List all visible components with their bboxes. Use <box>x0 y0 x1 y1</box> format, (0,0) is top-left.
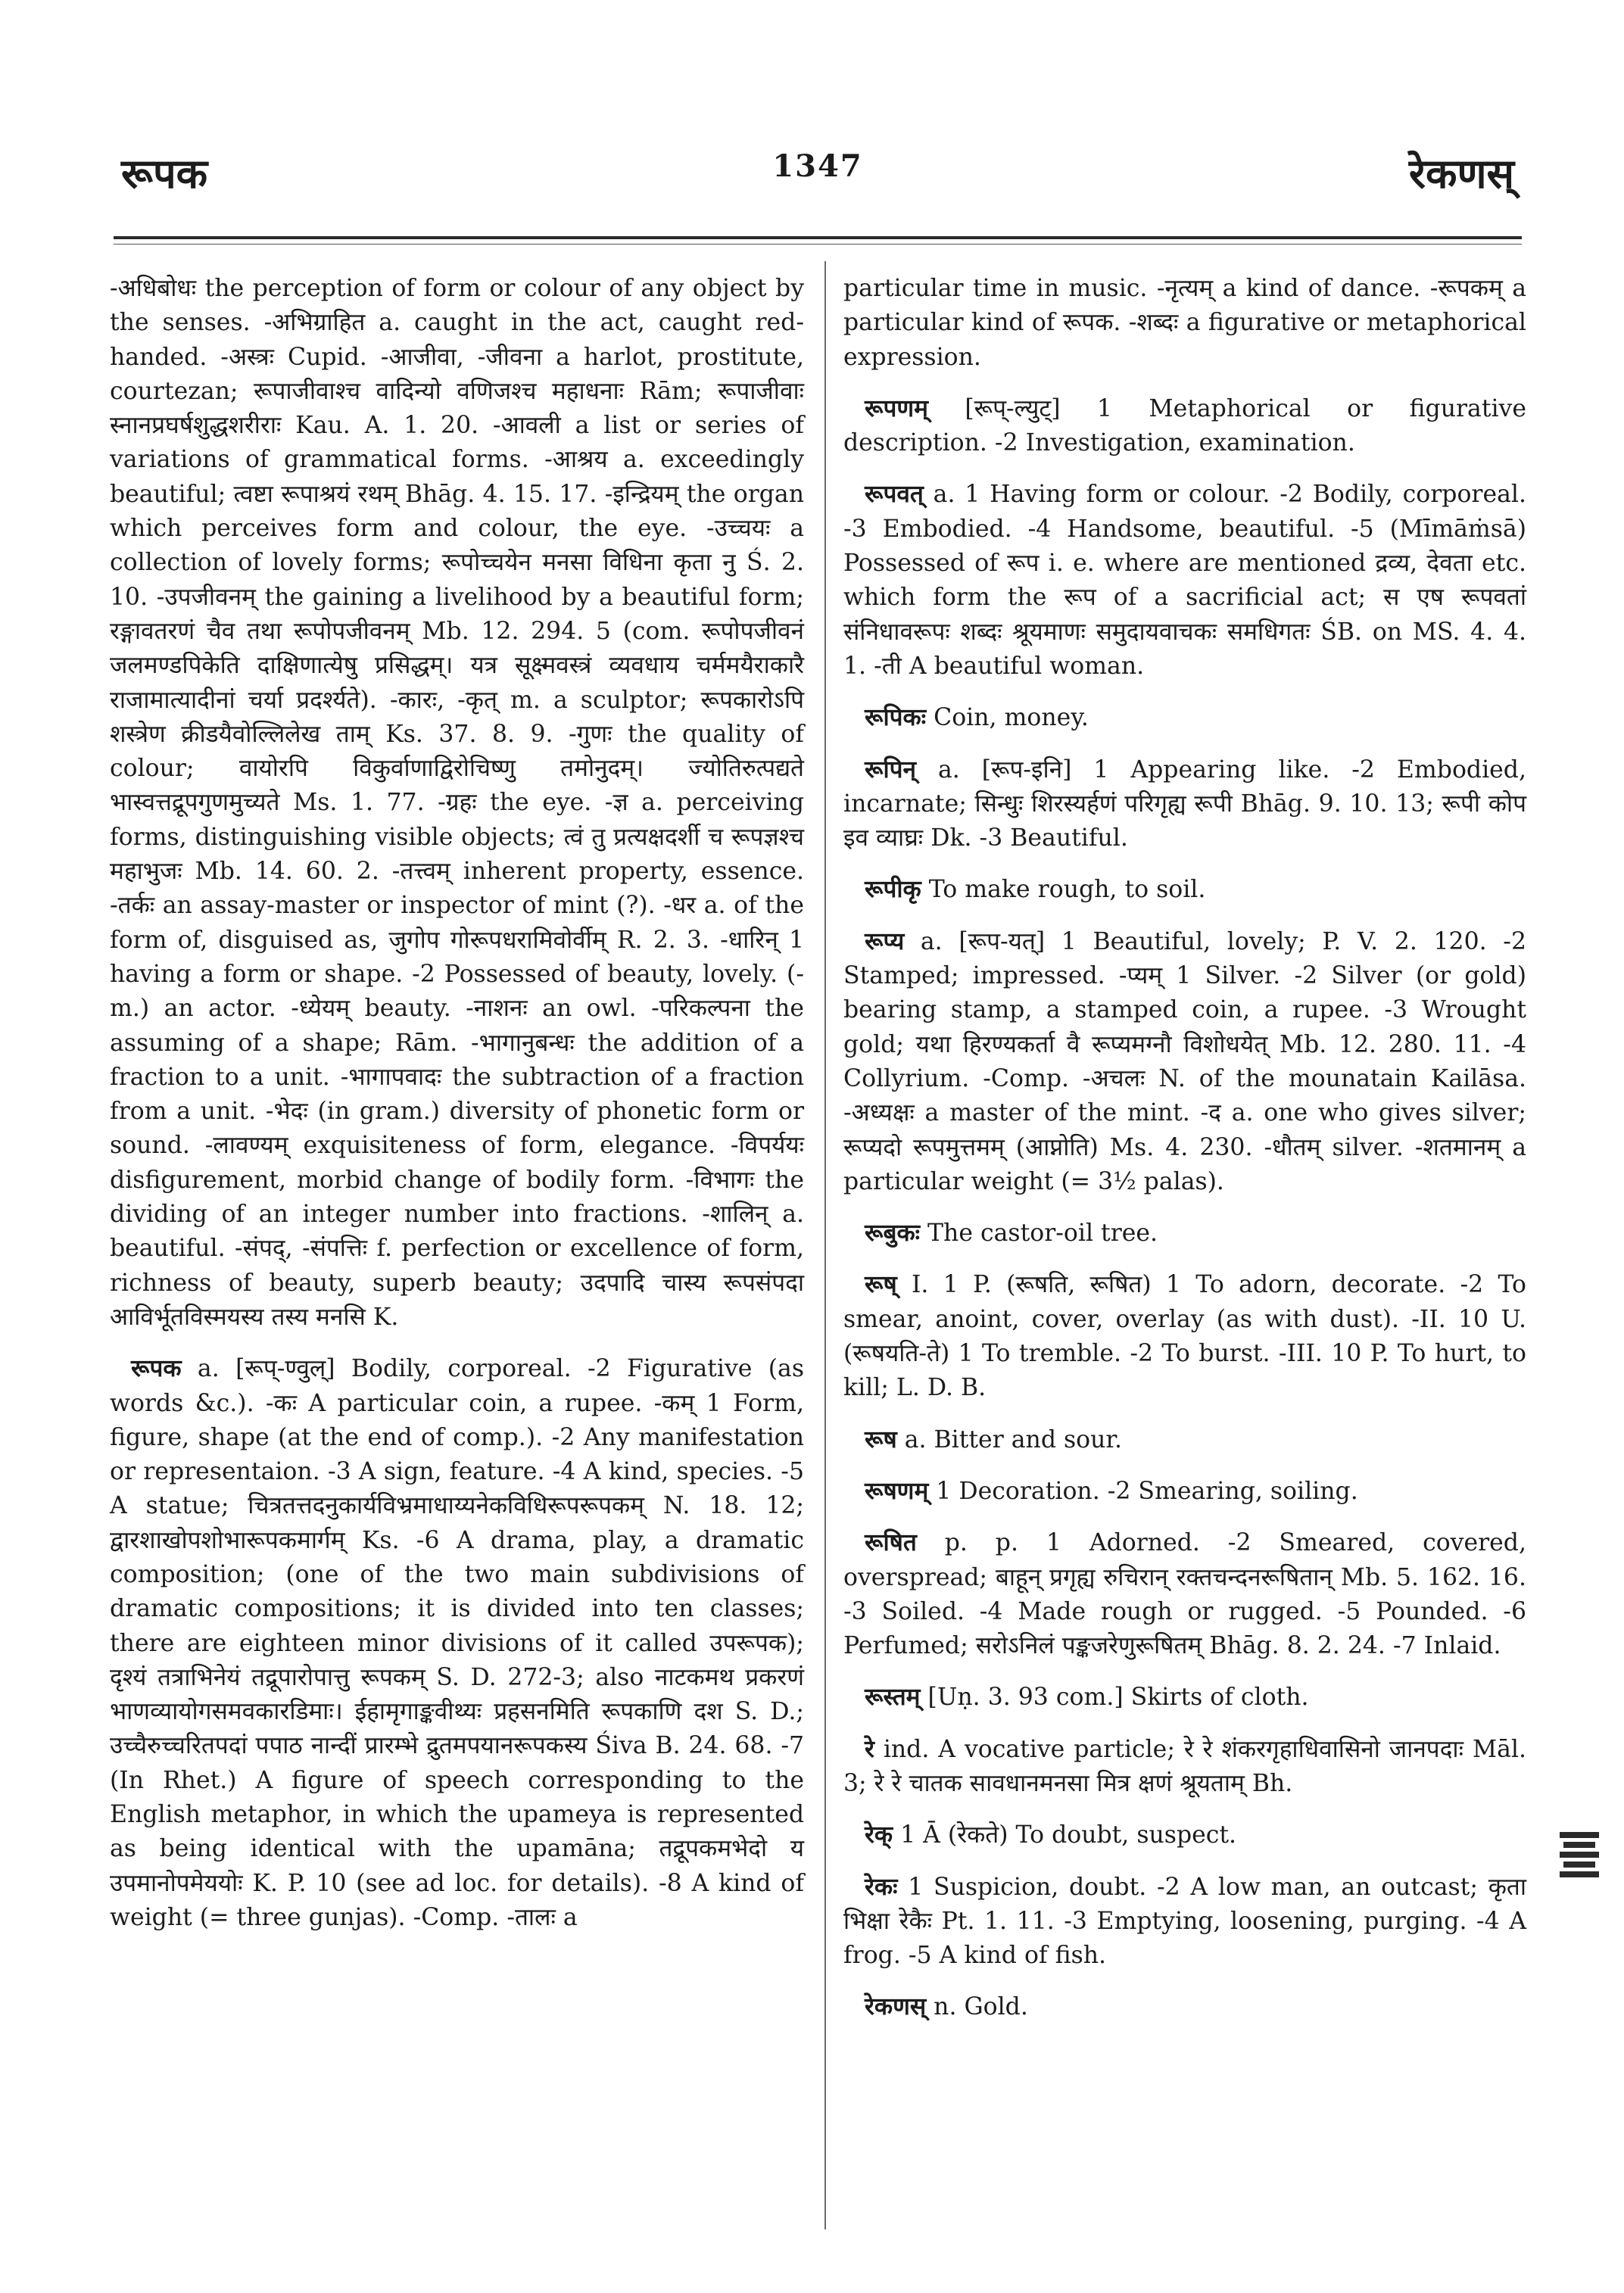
entry-text: a. 1 Having form or colour. -2 Bodily, corporeal. -3 Embodied. -4 Handsome, beautiful. -5 (Mīmāṁsā) Possessed of रूप i. e. where are mentioned द्रव्य, देवता etc. which form the रूप of a sacrificial act; स एष रूपवतां संनिधावरूपः शब्दः श्रूयमाणः समुदायवाचकः समधिगतः ŚB. on MS. 4. 4. 1. -ती A beautiful woman. <box>843 481 1526 680</box>
dictionary-entry <box>843 391 1526 461</box>
header-right-guide-word: रेकणस् <box>1408 149 1514 198</box>
running-head <box>114 144 1522 220</box>
entry-text: 1 Decoration. -2 Smearing, soiling. <box>928 1477 1358 1505</box>
dictionary-entry <box>843 1422 1526 1457</box>
dictionary-entry <box>110 271 804 1335</box>
dictionary-entry <box>843 477 1526 684</box>
entry-text: The castor-oil tree. <box>920 1220 1158 1248</box>
entry-headword: रूबुकः <box>865 1219 921 1248</box>
entry-headword: रूस्तम् <box>865 1683 921 1712</box>
dictionary-entry <box>843 924 1526 1199</box>
entry-text: n. Gold. <box>926 1993 1028 2021</box>
dictionary-entry <box>110 1351 804 1935</box>
left-column <box>110 271 804 1952</box>
entry-text: a. [रूप-यत्] 1 Beautiful, lovely; P. V. 2. 120. -2 Stamped; impressed. -प्यम् 1 Silver. -2 Silver (or gold) bearing stamp, a stamped coin, a rupee. -3 Wrought gold; यथा हिरण्यकर्ता वै रूप्यमग्नौ विशोधयेत् Mb. 12. 280. 11. -4 Collyrium. -Comp. -अचलः N. of the mounatain Kailāsa. -अध्यक्षः a master of the mint. -द a. one who gives silver; रूप्यदो रूपमुत्तमम् (आप्नोति) Ms. 4. 230. -धौतम् silver. -शतमानम् a particular weight (= 3½ palas). <box>843 927 1526 1195</box>
dictionary-entry <box>843 1267 1526 1405</box>
dictionary-entry <box>843 1474 1526 1509</box>
entry-text: I. 1 P. (रूषति, रूषित) 1 To adorn, decorate. -2 To smear, anoint, cover, overlay (as with dust). -II. 10 U. (रूषयति-ते) 1 To tremble. -2 To burst. -III. 10 P. To hurt, to kill; L. D. B. <box>843 1271 1526 1402</box>
dictionary-entry <box>843 752 1526 856</box>
right-column <box>843 271 1526 2042</box>
entry-text: To make rough, to soil. <box>921 876 1206 904</box>
entry-text: particular time in music. -नृत्यम् a kind of dance. -रूपकम् a particular kind of रूपक. -शब्दः a figurative or metaphorical expression. <box>843 275 1526 371</box>
thumb-index-mark-icon <box>1560 1832 1599 1886</box>
entry-headword: रूपीकृ <box>865 875 921 904</box>
page-number: 1347 <box>772 148 863 184</box>
entry-headword: रूषणम् <box>865 1476 929 1505</box>
dictionary-entry <box>843 1216 1526 1251</box>
entry-headword: रेकः <box>865 1872 898 1901</box>
dictionary-entry <box>843 1818 1526 1852</box>
entry-headword: रूपवत् <box>865 480 924 509</box>
entry-text: Coin, money. <box>926 704 1089 732</box>
entry-headword: रे <box>865 1734 874 1763</box>
dictionary-entry <box>843 1525 1526 1663</box>
dictionary-entry <box>843 1680 1526 1715</box>
entry-headword: रूपणम् <box>865 394 928 422</box>
entry-headword: रूपिकः <box>865 703 927 732</box>
entry-headword: रेकणस् <box>865 1992 927 2021</box>
entry-text: -अधिबोधः the perception of form or colour of any object by the senses. -अभिग्राहित a. caught in the act, caught red-handed. -अस्त्रः Cupid. -आजीवा, -जीवना a harlot, prostitute, courtezan; रूपाजीवाश्च वादिन्यो वणिजश्च महाधनाः Rām; रूपाजीवाः स्नानप्रघर्षशुद्धशरीराः Kau. A. 1. 20. -आवली a list or series of variations of grammatical forms. -आश्रय a. exceedingly beautiful; त्वष्टा रूपाश्रयं रथम् Bhāg. 4. 15. 17. -इन्द्रियम् the organ which perceives form and colour, the eye. -उच्चयः a collection of lovely forms; रूपोच्चयेन मनसा विधिना कृता नु Ś. 2. 10. -उपजीवनम् the gaining a livelihood by a beautiful form; रङ्गावतरणं चैव तथा रूपोपजीवनम् Mb. 12. 294. 5 (com. रूपोपजीवनं जलमण्डपिकेति दाक्षिणात्येषु प्रसिद्धम्। यत्र सूक्ष्मवस्त्रं व्यवधाय चर्ममयैराकारै राजामात्यादीनां चर्या प्रदर्श्यते). -कारः, -कृत् m. a sculptor; रूपकारोऽपि शस्त्रेण क्रीडयैवोल्लिलेख ताम् Ks. 37. 8. 9. -गुणः the quality of colour; वायोरपि विकुर्वाणाद्विरोचिष्णु तमोनुदम्। ज्योतिरुत्पद्यते भास्वत्तद्रूपगुणमुच्यते Ms. 1. 77. -ग्रहः the eye. -ज्ञ a. perceiving forms, distinguishing visible objects; त्वं तु प्रत्यक्षदर्शी च रूपज्ञश्च महाभुजः Mb. 14. 60. 2. -तत्त्वम् inherent property, essence. -तर्कः an assay-master or inspector of mint (?). -धर a. of the form of, disguised as, जुगोप गोरूपधरामिवोर्वीम् R. 2. 3. -धारिन् 1 having a form or shape. -2 Possessed of beauty, lovely. (-m.) an actor. -ध्येयम् beauty. -नाशनः an owl. -परिकल्पना the assuming of a shape; Rām. -भागानुबन्धः the addition of a fraction to a unit. -भागापवादः the subtraction of a fraction from a unit. -भेदः (in gram.) diversity of phonetic form or sound. -लावण्यम् exquisiteness of form, elegance. -विपर्ययः disfigurement, morbid change of bodily form. -विभागः the dividing of an integer number into fractions. -शालिन् a. beautiful. -संपद्, -संपत्तिः f. perfection or excellence of form, richness of beauty, superb beauty; उदपादि चास्य रूपसंपदा आविर्भूतविस्मयस्य तस्य मनसि K. <box>110 275 804 1331</box>
entry-text: a. Bitter and sour. <box>896 1425 1123 1453</box>
entry-headword: रेक् <box>865 1821 893 1849</box>
header-left-guide-word: रूपक <box>121 149 208 198</box>
entry-headword: रूप्य <box>865 927 905 955</box>
entry-headword: रूषित <box>865 1528 917 1557</box>
column-divider <box>824 261 826 2229</box>
dictionary-entry <box>843 1732 1526 1802</box>
entry-text: 1 Suspicion, doubt. -2 A low man, an outcast; कृता भिक्षा रेकैः Pt. 1. 11. -3 Emptying, loosening, purging. -4 A frog. -5 A kind of fish. <box>843 1873 1526 1970</box>
entry-text: [Uṇ. 3. 93 com.] Skirts of cloth. <box>920 1684 1309 1712</box>
entry-text: p. p. 1 Adorned. -2 Smeared, covered, overspread; बाहून् प्रगृह्य रुचिरान् रक्तचन्दनरूषितान् Mb. 5. 162. 16. -3 Soiled. -4 Made rough or rugged. -5 Pounded. -6 Perfumed; सरोऽनिलं पङ्कजरेणुरूषितम् Bhāg. 8. 2. 24. -7 Inlaid. <box>843 1529 1526 1660</box>
entry-headword: रूपक <box>131 1354 182 1383</box>
header-rule-thin <box>114 244 1522 245</box>
dictionary-entry <box>843 271 1526 375</box>
dictionary-entry <box>843 872 1526 907</box>
header-rule <box>114 236 1522 239</box>
entry-text: [रूप्-ल्युट्] 1 Metaphorical or figurative description. -2 Investigation, examination. <box>843 394 1526 457</box>
entry-text: ind. A vocative particle; रे रे शंकरगृहाधिवासिनो जानपदाः Māl. 3; रे रे चातक सावधानमनसा मित्र क्षणं श्रूयताम् Bh. <box>843 1735 1526 1797</box>
entry-headword: रूष <box>865 1425 897 1453</box>
entry-headword: रूपिन् <box>865 755 917 784</box>
dictionary-entry <box>843 1870 1526 1974</box>
entry-text: a. [रूप-इनि] 1 Appearing like. -2 Embodied, incarnate; सिन्धुः शिरस्यर्हणं परिगृह्य रूपी Bhāg. 9. 10. 13; रूपी कोप इव व्याघ्रः Dk. -3 Beautiful. <box>843 756 1526 852</box>
dictionary-entry <box>843 700 1526 735</box>
dictionary-entry <box>843 1989 1526 2024</box>
entry-text: 1 Ā (रेकते) To doubt, suspect. <box>893 1821 1237 1849</box>
entry-headword: रूष् <box>865 1270 897 1299</box>
entry-text: a. [रूप्-ण्वुल्] Bodily, corporeal. -2 Figurative (as words &c.). -कः A particular coin, a rupee. -कम् 1 Form, figure, shape (at the end of comp.). -2 Any manifestation or representaion. -3 A sign, feature. -4 A kind, species. -5 A statue; चित्रतत्तदनुकार्यविभ्रमाधाय्यनेकविधिरूपरूपकम् N. 18. 12; द्वारशाखोपशोभारूपकमार्गम् Ks. -6 A drama, play, a dramatic composition; (one of the two main subdivisions of dramatic compositions; it is divided into ten classes; there are eighteen minor divisions of it called उपरूपक); दृश्यं तत्राभिनेयं तद्रूपारोपात्तु रूपकम् S. D. 272-3; also नाटकमथ प्रकरणं भाणव्यायोगसमवकारडिमाः। ईहामृगाङ्कवीथ्यः प्रहसनमिति रूपकाणि दश S. D.; उच्चैरुच्चरितपदां पपाठ नान्दीं प्रारम्भे द्रुतमपयानरूपकस्य Śiva B. 24. 68. -7 (In Rhet.) A figure of speech corresponding to the English metaphor, in which the upameya is represented as being identical with the upamāna; तद्रूपकमभेदो य उपमानोपमेययोः K. P. 10 (see ad loc. for details). -8 A kind of weight (= three gunjas). -Comp. -तालः a <box>110 1355 804 1931</box>
